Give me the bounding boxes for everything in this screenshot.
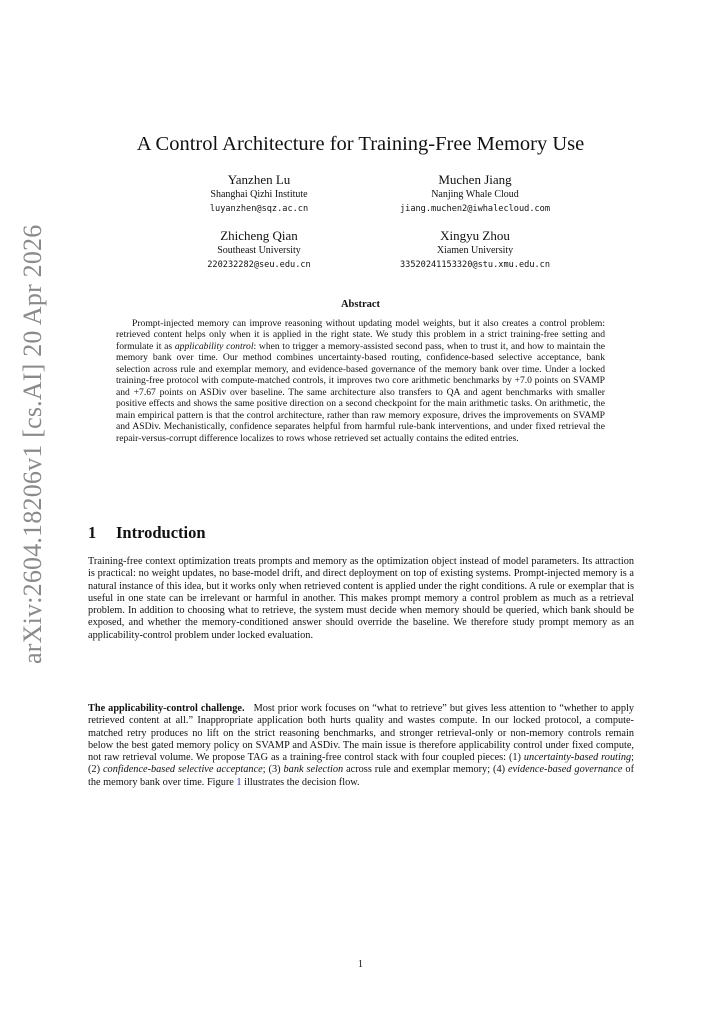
contribution-item-2: confidence-based selective acceptance [102,764,263,776]
author-affiliation: Xiamen University [436,245,514,256]
author-email: 33520241153320@stu.xmu.edu.cn [399,260,551,270]
author-email: luyanzhen@sqz.ac.cn [209,204,309,214]
abstract-emphasis: applicability control [174,340,254,352]
author-name: Xingyu Zhou [440,228,510,243]
paper-title: A Control Architecture for Training-Free Memory Use [136,133,585,155]
author-block-3 [139,228,379,272]
author-email: jiang.muchen2@iwhalecloud.com [399,204,551,214]
challenge-paragraph: The applicability-control challenge. Most prior work focuses on “what to retrieve” but gives less attention to “whether to apply retrieved content at all.” Inappropriate application both hurts quality and wastes compute. In our locked protocol, a compute-matched retry produces no lift on the strict reasoning benchmarks, and stronger retrieval-only or non-memory controls remain below the best gated memory policy on SVAMP and ASDiv. The main issue is therefore applicability control under fixed compute, not raw retrieval volume. We propose TAG as a training-free control stack with four coupled pieces: (1) uncertainty-based routing; (2) confidence-based selective acceptance; (3) bank selection across rule and exemplar memory; (4) evidence-based governance of the memory bank over time. Figure 1 illustrates the decision flow. [88,703,635,788]
contribution-item-1: uncertainty-based routing [523,752,632,764]
author-block-4 [355,228,595,272]
author-name: Zhicheng Qian [220,228,298,243]
abstract-heading: Abstract [340,299,381,310]
author-name: Yanzhen Lu [227,172,291,187]
author-affiliation: Southeast University [217,245,301,256]
contribution-item-3: bank selection [283,764,344,776]
section-number: 1 [88,523,97,542]
figure-reference-link[interactable]: 1 [236,776,242,788]
author-email: 220232282@seu.edu.cn [207,260,311,270]
author-name: Muchen Jiang [438,172,512,187]
paragraph-runin-heading: The applicability-control challenge. [88,703,245,714]
page-number: 1 [357,959,364,970]
section-title: Introduction [116,523,206,542]
author-block-2 [355,172,595,216]
author-affiliation: Shanghai Qizhi Institute [210,189,308,200]
intro-paragraph: Training-free context optimization treats prompts and memory as the optimization object instead of model parameters. Its attraction is practical: no weight updates, no base-model drift, and direct deployment on top of existing systems. Prompt-injected memory is a natural instance of this idea, but it works only when retrieved content is applied under the right conditions. A rule or exemplar that is useful in one state can be irrelevant or harmful in another. This makes prompt memory a control problem as much as a retrieval problem. In addition to choosing what to retrieve, the system must decide when memory should be queried, which bank should be exposed, and whether the memory-conditioned answer should override the baseline. We therefore study prompt memory as an applicability-control problem under locked evaluation. [88,556,634,641]
section-heading-introduction [88,522,388,544]
abstract-text: Prompt-injected memory can improve reasoning without updating model weights, but it also creates a control problem: retrieved content helps only when it is applied in the right state. We study this problem in a strict training-free setting and formulate it as applicability control: when to trigger a memory-assisted second pass, when to trust it, and how to maintain the memory bank over time. Our method combines uncertainty-based routing, confidence-based selective acceptance, bank selection across rule and exemplar memory, and evidence-based governance of the memory bank over time. Under a locked training-free protocol with compute-matched controls, it improves two core arithmetic benchmarks by +7.0 points on SVAMP and +7.67 points on ASDiv over baseline. The same architecture also transfers to QA and agent benchmarks with smaller positive effects and shows the same positive direction on a second checkpoint for the main arithmetic tasks. On arithmetic, the main empirical pattern is that the control architecture, rather than raw memory exposure, drives the improvements on SVAMP and ASDiv. Mechanistically, confidence separates helpful from harmful rule-bank interventions, and under fixed retrieval the repair-versus-corrupt difference localizes to rows whose retrieved set actually contains the edited entries. [116,318,605,444]
author-affiliation: Nanjing Whale Cloud [431,189,519,200]
arxiv-identifier-stamp: arXiv:2604.18206v1 [cs.AI] 20 Apr 2026 [18,224,47,664]
contribution-item-4: evidence-based governance [508,764,623,776]
author-block-1 [139,172,379,216]
